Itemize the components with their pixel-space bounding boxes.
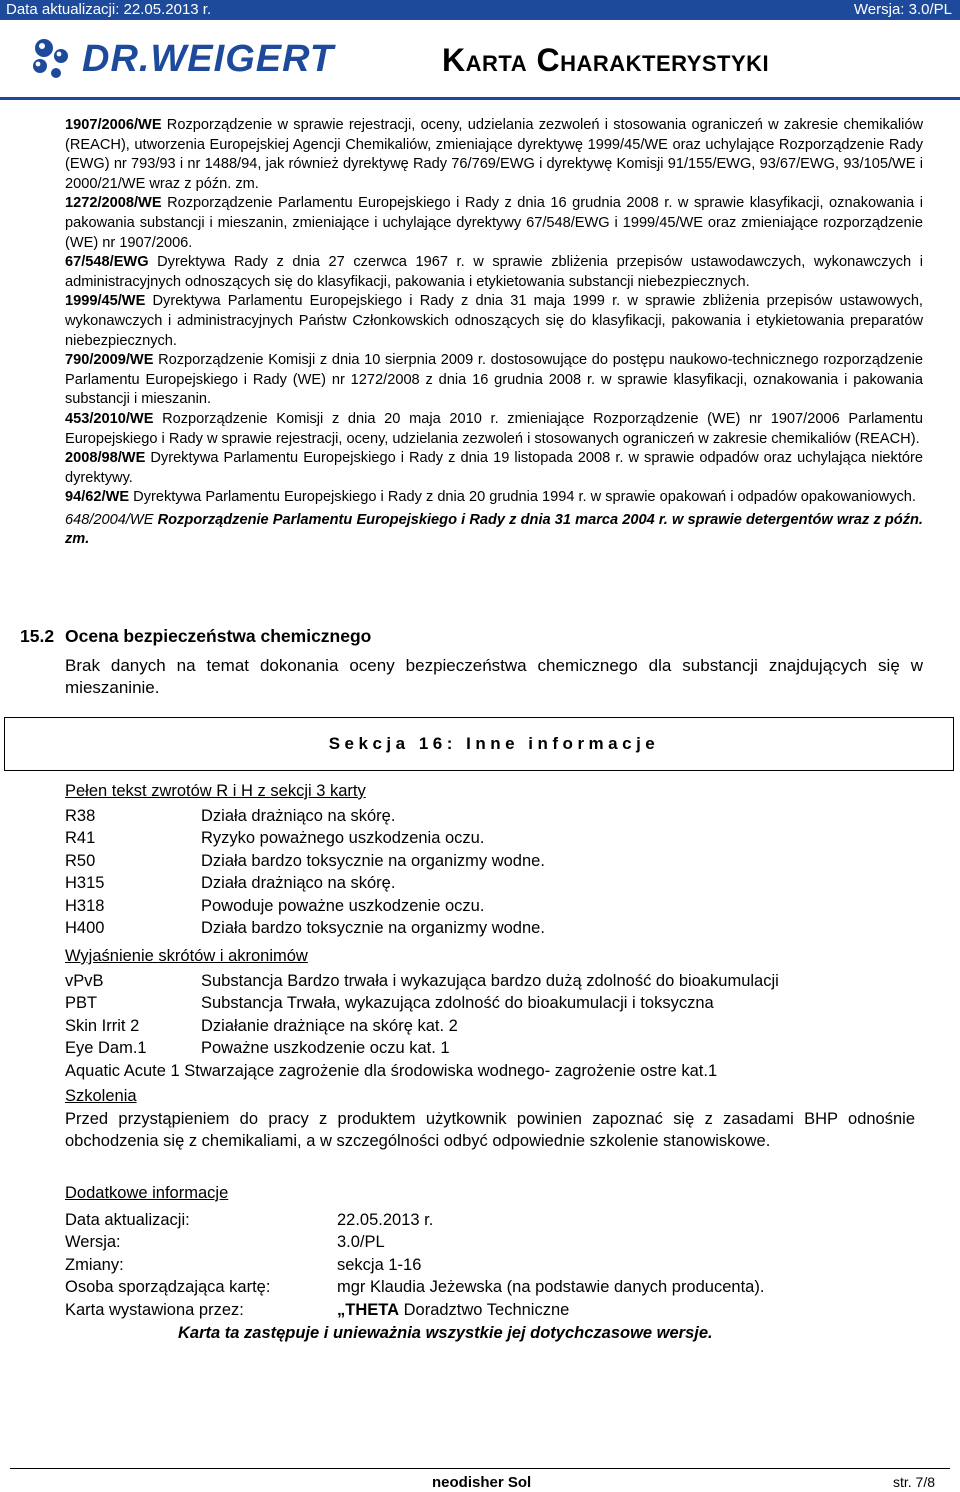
- logo-text: DR.WEIGERT: [82, 38, 335, 80]
- list-item: H400 Działa bardzo toksycznie na organizmy wodne.: [65, 919, 545, 937]
- footer-divider: [10, 1468, 950, 1469]
- list-item: R38 Działa drażniąco na skórę.: [65, 806, 396, 825]
- additional-info-block: [65, 1182, 764, 1321]
- list-item: R41 Ryzyko poważnego uszkodzenia oczu.: [65, 829, 485, 847]
- list-item: Eye Dam.1 Poważne uszkodzenie oczu kat. 1: [65, 1039, 450, 1057]
- header-divider: [0, 97, 960, 100]
- list-item: H318 Powoduje poważne uszkodzenie oczu.: [65, 896, 485, 915]
- regulation-item: 453/2010/WE Rozporządzenie Komisji z dnia 20 maja 2010 r. zmieniające Rozporządzenie (WE) nr 1907/2006 Parlamentu Europejskiego i Rady w sprawie rejestracji, oceny, udzielania zezwoleń i stosowanych ograniczeń w zakresie chemikaliów (REACH).: [65, 410, 923, 447]
- list-item: vPvB Substancja Bardzo trwała i wykazująca bardzo dużą zdolność do bioakumulacji: [65, 971, 779, 990]
- section-16-header: [4, 717, 954, 771]
- regulation-item: 1999/45/WE Dyrektywa Parlamentu Europejskiego i Rady z dnia 31 maja 1999 r. w sprawie zbliżenia przepisów ustawowych, wykonawczych i administracyjnych Państw Członkowskich odnoszących się do klasyfikacji, pakowania i etykietowania preparatów niebezpiecznych.: [65, 293, 923, 349]
- update-date: Data aktualizacji: 22.05.2013 r.: [6, 1, 212, 18]
- regulation-item: 1272/2008/WE Rozporządzenie Parlamentu Europejskiego i Rady z dnia 16 grudnia 2008 r. w sprawie klasyfikacji, oznakowania i pakowania substancji i mieszanin, zmieniające i uchylające dyrektywy 67/548/EWG i 1999/45/WE oraz zmieniające rozporządzenie (WE) nr 1907/2006.: [65, 195, 923, 251]
- aquatic-note: Aquatic Acute 1 Stwarzające zagrożenie dla środowiska wodnego- zagrożenie ostre kat.1: [65, 1061, 718, 1080]
- regulation-item: 67/548/EWG Dyrektywa Rady z dnia 27 czerwca 1967 r. w sprawie zbliżenia przepisów ustawodawczych, wykonawczych i administracyjnych odnoszących się do klasyfikacji, pakowania i etykietowania substancji niebezpiecznych.: [65, 254, 923, 290]
- info-row: Karta wystawiona przez: „THETA Doradztwo Techniczne: [65, 1300, 570, 1319]
- molecule-icon: [28, 36, 74, 82]
- list-item: PBT Substancja Trwała, wykazująca zdolność do bioakumulacji i toksyczna: [65, 994, 714, 1012]
- info-row: Zmiany: sekcja 1-16: [65, 1255, 422, 1274]
- document-title: Karta Charakterystyki: [442, 42, 770, 78]
- info-row: Osoba sporządzająca kartę: mgr Klaudia Jeżewska (na podstawie danych producenta).: [65, 1278, 765, 1296]
- list-item: R50 Działa bardzo toksycznie na organizmy wodne.: [65, 851, 545, 870]
- training-heading: Szkolenia: [65, 1087, 137, 1105]
- training-block: [65, 1085, 915, 1153]
- training-body: Przed przystąpieniem do pracy z produktem użytkownik powinien zapoznać się z zasadami BHP odnośnie obchodzenia się z chemikaliami, a w szczególności odbyć odpowiednie szkolenie stanowiskowe.: [65, 1109, 915, 1150]
- abbreviations-heading: Wyjaśnienie skrótów i akronimów: [65, 947, 308, 965]
- regulation-item: 790/2009/WE Rozporządzenie Komisji z dnia 10 sierpnia 2009 r. dostosowujące do postępu naukowo-technicznego rozporządzenie Parlamentu Europejskiego i Rady (WE) nr 1272/2008 z dnia 16 grudnia 2008 r. w sprawie klasyfikacji, oznakowania i pakowania substancji i mieszanin.: [65, 352, 923, 408]
- header-bar: [0, 0, 960, 20]
- regulation-item: 2008/98/WE Dyrektywa Parlamentu Europejskiego i Rady z dnia 19 listopada 2008 r. w sprawie odpadów oraz uchylająca niektóre dyrektywy.: [65, 450, 923, 486]
- abbreviations-block: [65, 945, 779, 1082]
- section-15-2: [20, 626, 930, 699]
- info-row: Data aktualizacji: 22.05.2013 r.: [65, 1210, 434, 1229]
- regulation-item: 648/2004/WE Rozporządzenie Parlamentu Europejskiego i Rady z dnia 31 marca 2004 r. w sprawie detergentów wraz z późn. zm.: [65, 511, 923, 548]
- footer-brand: neodisher Sol: [432, 1474, 532, 1491]
- logo: [28, 36, 338, 86]
- section-body: Brak danych na temat dokonania oceny bezpieczeństwa chemicznego dla substancji znajdujących się w mieszaninie.: [65, 656, 923, 697]
- version: Wersja: 3.0/PL: [853, 1, 952, 18]
- info-row: Wersja: 3.0/PL: [65, 1233, 385, 1251]
- page-number: str. 7/8: [893, 1474, 936, 1490]
- section-title: Sekcja 16: Inne informacje: [328, 734, 660, 753]
- final-note: Karta ta zastępuje i unieważnia wszystkie jej dotychczasowe wersje.: [178, 1324, 713, 1342]
- regulation-item: 94/62/WE Dyrektywa Parlamentu Europejskiego i Rady z dnia 20 grudnia 1994 r. w sprawie opakowań i odpadów opakowaniowych.: [65, 489, 916, 506]
- phrases-heading: Pełen tekst zwrotów R i H z sekcji 3 karty: [65, 782, 366, 800]
- list-item: Skin Irrit 2 Działanie drażniące na skórę kat. 2: [65, 1016, 458, 1035]
- list-item: H315 Działa drażniąco na skórę.: [65, 874, 396, 892]
- phrases-block: [65, 780, 545, 940]
- regulation-item: 1907/2006/WE Rozporządzenie w sprawie rejestracji, oceny, udzielania zezwoleń i stosowania ograniczeń w zakresie chemikaliów (REACH), utworzenia Europejskiej Agencji Chemikaliów, zmieniające dyrektywę 1999/45/WE oraz uchylające Rozporządzenie Rady (EWG) nr 793/93 i nr 1488/94, jak również dyrektywę Rady 76/769/EWG i dyrektywę Komisji 91/155/EWG, 93/67/EWG, 93/105/WE i 2000/21/WE wraz z późn. zm.: [65, 117, 923, 192]
- section-heading: 15.2 Ocena bezpieczeństwa chemicznego: [20, 626, 372, 646]
- additional-heading: Dodatkowe informacje: [65, 1184, 229, 1202]
- regulations-list: [65, 116, 923, 550]
